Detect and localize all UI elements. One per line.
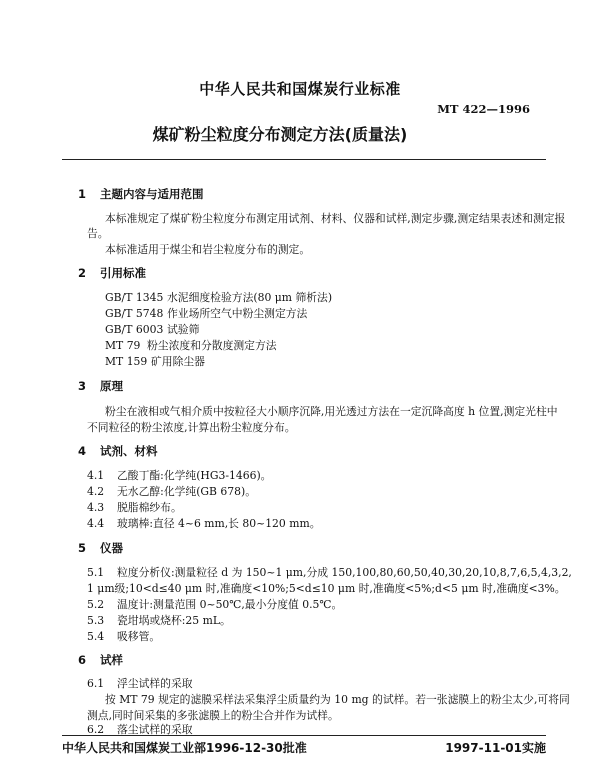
item-text: 粒度分析仪:测量粒径 d 为 150~1 μm,分成 150,100,80,60,50,40,30,20,10,8,7,6,5,4,3,2, xyxy=(117,566,572,579)
reference-code: MT 159 xyxy=(105,355,148,368)
list-item xyxy=(87,468,271,483)
reference-code: GB/T 5748 xyxy=(105,307,164,320)
reference-item xyxy=(105,354,205,369)
reference-item xyxy=(105,338,277,353)
paragraph: 本标准适用于煤尘和岩尘粒度分布的测定。 xyxy=(105,243,311,256)
item-text: 瓷坩埚或烧杯:25 mL。 xyxy=(117,614,231,627)
section-number: 4 xyxy=(78,444,87,458)
section-1-heading xyxy=(78,186,204,202)
section-number: 6 xyxy=(78,653,87,667)
item-number: 4.4 xyxy=(87,517,105,530)
reference-item xyxy=(105,306,307,321)
list-item xyxy=(87,484,256,499)
standard-code: MT 422—1996 xyxy=(437,102,530,116)
item-number: 4.3 xyxy=(87,501,105,514)
reference-name: 作业场所空气中粉尘测定方法 xyxy=(167,307,308,320)
section-title: 引用标准 xyxy=(100,266,146,280)
item-number: 4.1 xyxy=(87,469,105,482)
reference-item xyxy=(105,290,332,305)
section-3-heading xyxy=(78,378,123,394)
section-title: 仪器 xyxy=(100,541,123,555)
reference-name: 粉尘浓度和分散度测定方法 xyxy=(147,339,277,352)
paragraph: 本标准规定了煤矿粉尘粒度分布测定用试剂、材料、仪器和试样,测定步骤,测定结果表述和测定报 xyxy=(105,212,566,225)
paragraph: 粉尘在液相或气相介质中按粒径大小顺序沉降,用光透过方法在一定沉降高度 h 位置,测定光柱中 xyxy=(105,405,558,418)
list-item xyxy=(87,597,342,612)
paragraph-continued: 测点,同时间采集的多张滤膜上的粉尘合并作为试样。 xyxy=(87,709,339,722)
item-number: 5.4 xyxy=(87,630,105,643)
reference-code: GB/T 1345 xyxy=(105,291,164,304)
item-text: 玻璃棒:直径 4~6 mm,长 80~120 mm。 xyxy=(117,517,321,530)
item-text: 浮尘试样的采取 xyxy=(117,677,193,690)
reference-name: 试验筛 xyxy=(167,323,200,336)
reference-code: GB/T 6003 xyxy=(105,323,164,336)
paragraph-continued: 告。 xyxy=(87,227,109,240)
item-text: 吸移管。 xyxy=(117,630,161,643)
section-title: 试样 xyxy=(100,653,123,667)
item-text: 无水乙醇:化学纯(GB 678)。 xyxy=(117,485,257,498)
item-number: 5.3 xyxy=(87,614,105,627)
reference-name: 水泥细度检验方法(80 μm 筛析法) xyxy=(167,291,333,304)
section-number: 5 xyxy=(78,541,87,555)
paragraph: 按 MT 79 规定的滤膜采样法采集浮尘质量约为 10 mg 的试样。若一张滤膜上的粉尘太少,可将同 xyxy=(105,693,570,706)
list-item xyxy=(87,516,321,531)
reference-name: 矿用除尘器 xyxy=(151,355,205,368)
document-title: 煤矿粉尘粒度分布测定方法(质量法) xyxy=(152,125,408,144)
section-number: 3 xyxy=(78,379,87,393)
section-4-heading xyxy=(78,443,158,459)
section-number: 1 xyxy=(78,187,87,201)
section-title: 原理 xyxy=(100,379,123,393)
item-text: 脱脂棉纱布。 xyxy=(117,501,182,514)
item-number: 4.2 xyxy=(87,485,105,498)
section-title: 主题内容与适用范围 xyxy=(100,187,204,201)
section-2-heading xyxy=(78,265,146,281)
section-title: 试剂、材料 xyxy=(100,444,158,458)
paragraph-continued: 不同粒径的粉尘浓度,计算出粉尘粒度分布。 xyxy=(87,421,296,434)
list-item xyxy=(87,565,572,580)
header-rule xyxy=(62,159,546,160)
reference-code: MT 79 xyxy=(105,339,141,352)
section-5-heading xyxy=(78,540,123,556)
effective-date: 1997-11-01实施 xyxy=(445,741,546,755)
item-number: 6.2 xyxy=(87,723,105,736)
list-item xyxy=(87,613,231,628)
subsection-heading xyxy=(87,676,193,691)
item-text: 乙酸丁酯:化学纯(HG3-1466)。 xyxy=(117,469,272,482)
item-number: 6.1 xyxy=(87,677,105,690)
list-item xyxy=(87,629,160,644)
reference-item xyxy=(105,322,199,337)
approval-line: 中华人民共和国煤炭工业部1996-12-30批准 xyxy=(62,741,307,755)
issuing-org: 中华人民共和国煤炭行业标准 xyxy=(199,80,401,98)
section-number: 2 xyxy=(78,266,87,280)
footer-rule xyxy=(62,735,546,736)
item-text: 温度计:测量范围 0~50℃,最小分度值 0.5℃。 xyxy=(117,598,343,611)
list-item-continued: 1 μm级;10<d≤40 μm 时,准确度<10%;5<d≤10 μm 时,准确度<5%;d<5 μm 时,准确度<3%。 xyxy=(87,582,566,595)
item-number: 5.1 xyxy=(87,566,105,579)
item-number: 5.2 xyxy=(87,598,105,611)
item-text: 落尘试样的采取 xyxy=(117,723,193,736)
section-6-heading xyxy=(78,652,123,668)
list-item xyxy=(87,500,182,515)
